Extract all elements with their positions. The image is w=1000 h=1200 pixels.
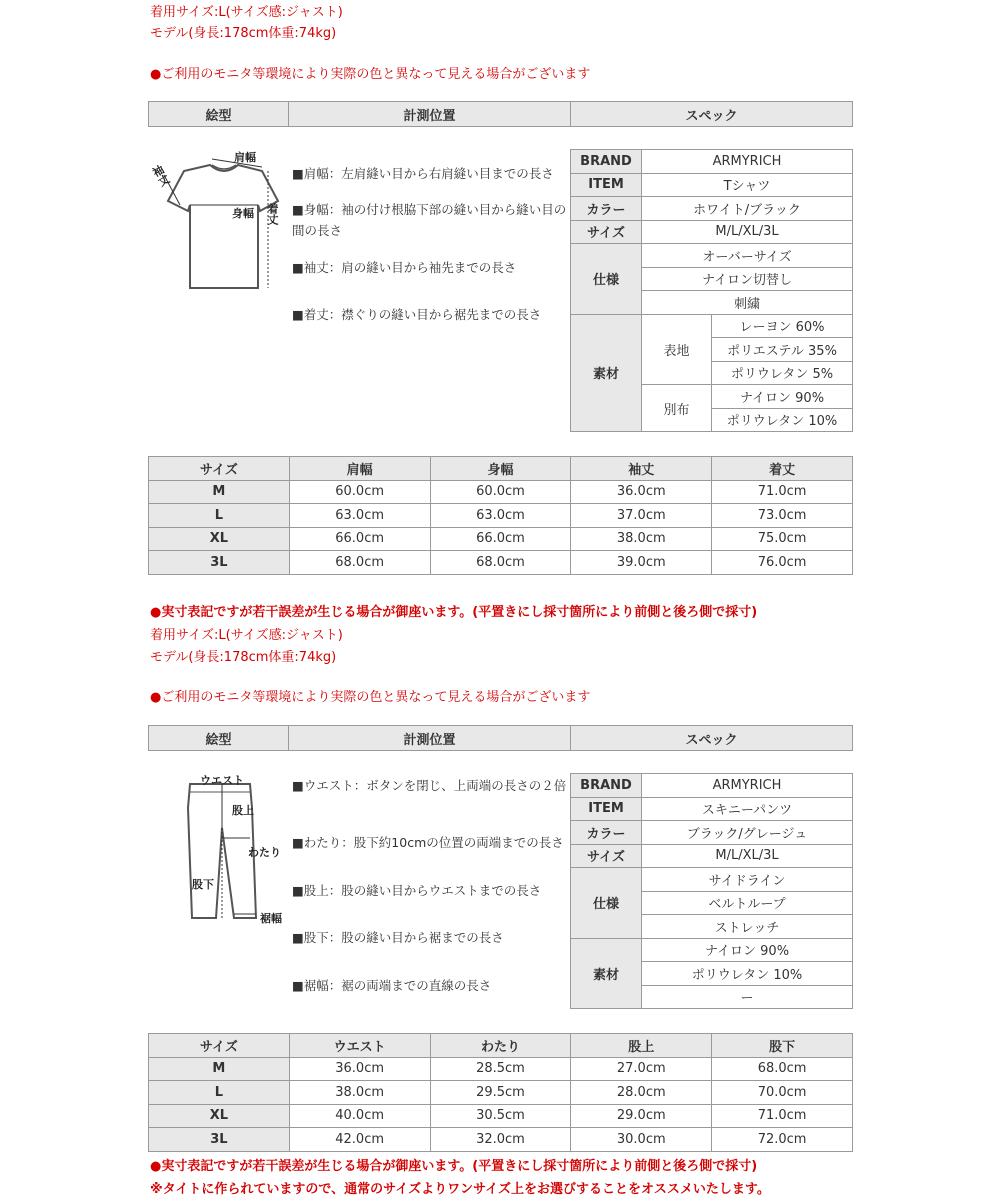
spec-value: ストレッチ bbox=[642, 915, 853, 939]
pants-diagram bbox=[150, 768, 290, 928]
spec-value: Tシャツ bbox=[642, 173, 853, 197]
table-row bbox=[149, 1128, 853, 1152]
size-label: XL bbox=[149, 527, 290, 551]
spec-header-row bbox=[148, 725, 853, 751]
tshirt-diagram bbox=[150, 145, 290, 305]
size-header: 股上 bbox=[571, 1034, 712, 1058]
spec-row-material bbox=[571, 938, 853, 962]
spec-key: ITEM bbox=[571, 797, 642, 821]
size-label: M bbox=[149, 480, 290, 504]
size-header: サイズ bbox=[149, 1034, 290, 1058]
spec-value: ナイロン切替し bbox=[642, 267, 853, 291]
spec-key: 仕様 bbox=[571, 868, 642, 939]
table-row bbox=[149, 1057, 853, 1081]
spec-key: サイズ bbox=[571, 844, 642, 868]
spec-value: オーバーサイズ bbox=[642, 244, 853, 268]
table-cell: 29.5cm bbox=[430, 1081, 571, 1105]
size-header-row bbox=[149, 1034, 853, 1058]
size-header: サイズ bbox=[149, 457, 290, 481]
table-cell: 28.5cm bbox=[430, 1057, 571, 1081]
spec-row-item bbox=[571, 797, 853, 821]
label-shoulder: 肩幅 bbox=[234, 151, 256, 164]
spec-value: ポリウレタン 5% bbox=[712, 361, 853, 385]
table-cell: 36.0cm bbox=[571, 480, 712, 504]
header-illustration: 絵型 bbox=[149, 102, 289, 126]
size-label: XL bbox=[149, 1104, 290, 1128]
spec-value: M/L/XL/3L bbox=[642, 220, 853, 244]
spec-value: M/L/XL/3L bbox=[642, 844, 853, 868]
spec-key: 仕様 bbox=[571, 244, 642, 315]
color-note: ●ご利用のモニタ等環境により実際の色と異なって見える場合がございます bbox=[150, 67, 591, 82]
table-cell: 42.0cm bbox=[289, 1128, 430, 1152]
actual-size-note: ●実寸表記ですが若干誤差が生じる場合が御座います。(平置きにし採寸箇所により前側と後ろ側で採寸) bbox=[150, 605, 758, 620]
spec-row-material bbox=[571, 314, 853, 338]
spec-value: ベルトループ bbox=[642, 891, 853, 915]
spec-row-size bbox=[571, 220, 853, 244]
header-illustration: 絵型 bbox=[149, 726, 289, 750]
spec-subkey: 表地 bbox=[642, 314, 712, 385]
table-cell: 70.0cm bbox=[712, 1081, 853, 1105]
spec-key: カラー bbox=[571, 821, 642, 845]
size-header: 股下 bbox=[712, 1034, 853, 1058]
table-cell: 27.0cm bbox=[571, 1057, 712, 1081]
spec-value: ホワイト/ブラック bbox=[642, 197, 853, 221]
spec-value: 刺繍 bbox=[642, 291, 853, 315]
label-thigh: わたり bbox=[248, 846, 281, 859]
spec-key: ITEM bbox=[571, 173, 642, 197]
spec-value: サイドライン bbox=[642, 868, 853, 892]
spec-key: BRAND bbox=[571, 774, 642, 798]
label-inseam: 股下 bbox=[192, 878, 214, 891]
size-label: 3L bbox=[149, 1128, 290, 1152]
spec-key: 素材 bbox=[571, 938, 642, 1009]
table-cell: 38.0cm bbox=[289, 1081, 430, 1105]
spec-header-row bbox=[148, 101, 853, 127]
table-cell: 66.0cm bbox=[430, 527, 571, 551]
table-cell: 39.0cm bbox=[571, 551, 712, 575]
measure-desc-rise: ■股上：股の縫い目からウエストまでの長さ bbox=[292, 883, 542, 898]
spec-table bbox=[570, 149, 853, 432]
measure-desc-sleeve: ■袖丈：肩の縫い目から袖先までの長さ bbox=[292, 260, 517, 275]
size-label: L bbox=[149, 504, 290, 528]
measure-desc-waist: ■ウエスト：ボタンを閉じ、上両端の長さの２倍 bbox=[292, 778, 567, 793]
spec-row-item bbox=[571, 173, 853, 197]
spec-value: ポリウレタン 10% bbox=[712, 408, 853, 432]
spec-row-brand bbox=[571, 150, 853, 174]
table-cell: 71.0cm bbox=[712, 480, 853, 504]
table-cell: 36.0cm bbox=[289, 1057, 430, 1081]
table-cell: 68.0cm bbox=[430, 551, 571, 575]
table-cell: 75.0cm bbox=[712, 527, 853, 551]
table-cell: 60.0cm bbox=[430, 480, 571, 504]
spec-key: サイズ bbox=[571, 220, 642, 244]
spec-value: ARMYRICH bbox=[642, 774, 853, 798]
spec-key: 素材 bbox=[571, 314, 642, 432]
size-label: 3L bbox=[149, 551, 290, 575]
table-cell: 60.0cm bbox=[289, 480, 430, 504]
table-cell: 63.0cm bbox=[289, 504, 430, 528]
table-cell: 37.0cm bbox=[571, 504, 712, 528]
table-cell: 29.0cm bbox=[571, 1104, 712, 1128]
table-row bbox=[149, 527, 853, 551]
header-spec: スペック bbox=[685, 108, 738, 124]
measure-desc-thigh: ■わたり：股下約10cmの位置の両端までの長さ bbox=[292, 835, 564, 850]
spec-key: BRAND bbox=[571, 150, 642, 174]
size-header: 袖丈 bbox=[571, 457, 712, 481]
measure-desc-hem: ■裾幅：裾の両端までの直線の長さ bbox=[292, 978, 492, 993]
measure-desc-body: ■身幅：袖の付け根脇下部の縫い目から縫い目の間の長さ bbox=[292, 202, 567, 238]
spec-value: ー bbox=[642, 985, 853, 1009]
table-row bbox=[149, 1081, 853, 1105]
table-cell: 30.5cm bbox=[430, 1104, 571, 1128]
spec-value: ナイロン 90% bbox=[712, 385, 853, 409]
spec-value: ポリウレタン 10% bbox=[642, 962, 853, 986]
size-header: 着丈 bbox=[712, 457, 853, 481]
size-header-row bbox=[149, 457, 853, 481]
spec-value: ARMYRICH bbox=[642, 150, 853, 174]
label-body-width: 身幅 bbox=[232, 207, 254, 220]
size-label: M bbox=[149, 1057, 290, 1081]
size-header: 肩幅 bbox=[289, 457, 430, 481]
table-cell: 68.0cm bbox=[712, 1057, 853, 1081]
label-waist: ウエスト bbox=[200, 774, 244, 787]
table-cell: 32.0cm bbox=[430, 1128, 571, 1152]
spec-row-shiyo bbox=[571, 244, 853, 268]
table-cell: 40.0cm bbox=[289, 1104, 430, 1128]
wear-size-text: 着用サイズ:L(サイズ感:ジャスト) bbox=[150, 5, 343, 20]
table-cell: 73.0cm bbox=[712, 504, 853, 528]
table-cell: 28.0cm bbox=[571, 1081, 712, 1105]
table-cell: 72.0cm bbox=[712, 1128, 853, 1152]
header-measure-position: 計測位置 bbox=[289, 726, 571, 750]
wear-size-text: 着用サイズ:L(サイズ感:ジャスト) bbox=[150, 628, 343, 643]
table-cell: 76.0cm bbox=[712, 551, 853, 575]
size-table bbox=[148, 1033, 853, 1152]
label-hem: 裾幅 bbox=[260, 912, 282, 925]
spec-row-size bbox=[571, 844, 853, 868]
measure-desc-inseam: ■股下：股の縫い目から裾までの長さ bbox=[292, 930, 504, 945]
table-row bbox=[149, 480, 853, 504]
spec-value: ブラック/グレージュ bbox=[642, 821, 853, 845]
table-row bbox=[149, 504, 853, 528]
size-header: ウエスト bbox=[289, 1034, 430, 1058]
spec-value: ナイロン 90% bbox=[642, 938, 853, 962]
table-cell: 38.0cm bbox=[571, 527, 712, 551]
table-cell: 66.0cm bbox=[289, 527, 430, 551]
header-measure-position: 計測位置 bbox=[289, 102, 571, 126]
tshirt-illustration bbox=[150, 145, 290, 305]
size-table bbox=[148, 456, 853, 575]
header-spec: スペック bbox=[685, 732, 738, 748]
tight-fit-note: ※タイトに作られていますので、通常のサイズよりワンサイズ上をお選びすることをオススメいたします。 bbox=[150, 1182, 770, 1197]
measure-desc-shoulder: ■肩幅：左肩縫い目から右肩縫い目までの長さ bbox=[292, 166, 554, 181]
color-note: ●ご利用のモニタ等環境により実際の色と異なって見える場合がございます bbox=[150, 690, 591, 705]
spec-key: カラー bbox=[571, 197, 642, 221]
spec-row-shiyo bbox=[571, 868, 853, 892]
spec-row-brand bbox=[571, 774, 853, 798]
spec-subkey: 別布 bbox=[642, 385, 712, 432]
spec-row-color bbox=[571, 197, 853, 221]
table-row bbox=[149, 551, 853, 575]
size-header: わたり bbox=[430, 1034, 571, 1058]
measure-desc-length: ■着丈：襟ぐりの縫い目から裾先までの長さ bbox=[292, 307, 542, 322]
model-text: モデル(身長:178cm体重:74kg) bbox=[150, 650, 337, 665]
label-length: 着丈 bbox=[266, 203, 279, 225]
spec-value: レーヨン 60% bbox=[712, 314, 853, 338]
label-sleeve: 袖丈 bbox=[149, 162, 172, 189]
model-text: モデル(身長:178cm体重:74kg) bbox=[150, 26, 337, 41]
spec-row-color bbox=[571, 821, 853, 845]
spec-table bbox=[570, 773, 853, 1009]
table-cell: 71.0cm bbox=[712, 1104, 853, 1128]
table-cell: 63.0cm bbox=[430, 504, 571, 528]
table-cell: 30.0cm bbox=[571, 1128, 712, 1152]
actual-size-note: ●実寸表記ですが若干誤差が生じる場合が御座います。(平置きにし採寸箇所により前側と後ろ側で採寸) bbox=[150, 1159, 758, 1174]
table-cell: 68.0cm bbox=[289, 551, 430, 575]
table-row bbox=[149, 1104, 853, 1128]
spec-value: ポリエステル 35% bbox=[712, 338, 853, 362]
size-header: 身幅 bbox=[430, 457, 571, 481]
label-rise: 股上 bbox=[232, 804, 254, 817]
size-label: L bbox=[149, 1081, 290, 1105]
spec-value: スキニーパンツ bbox=[642, 797, 853, 821]
